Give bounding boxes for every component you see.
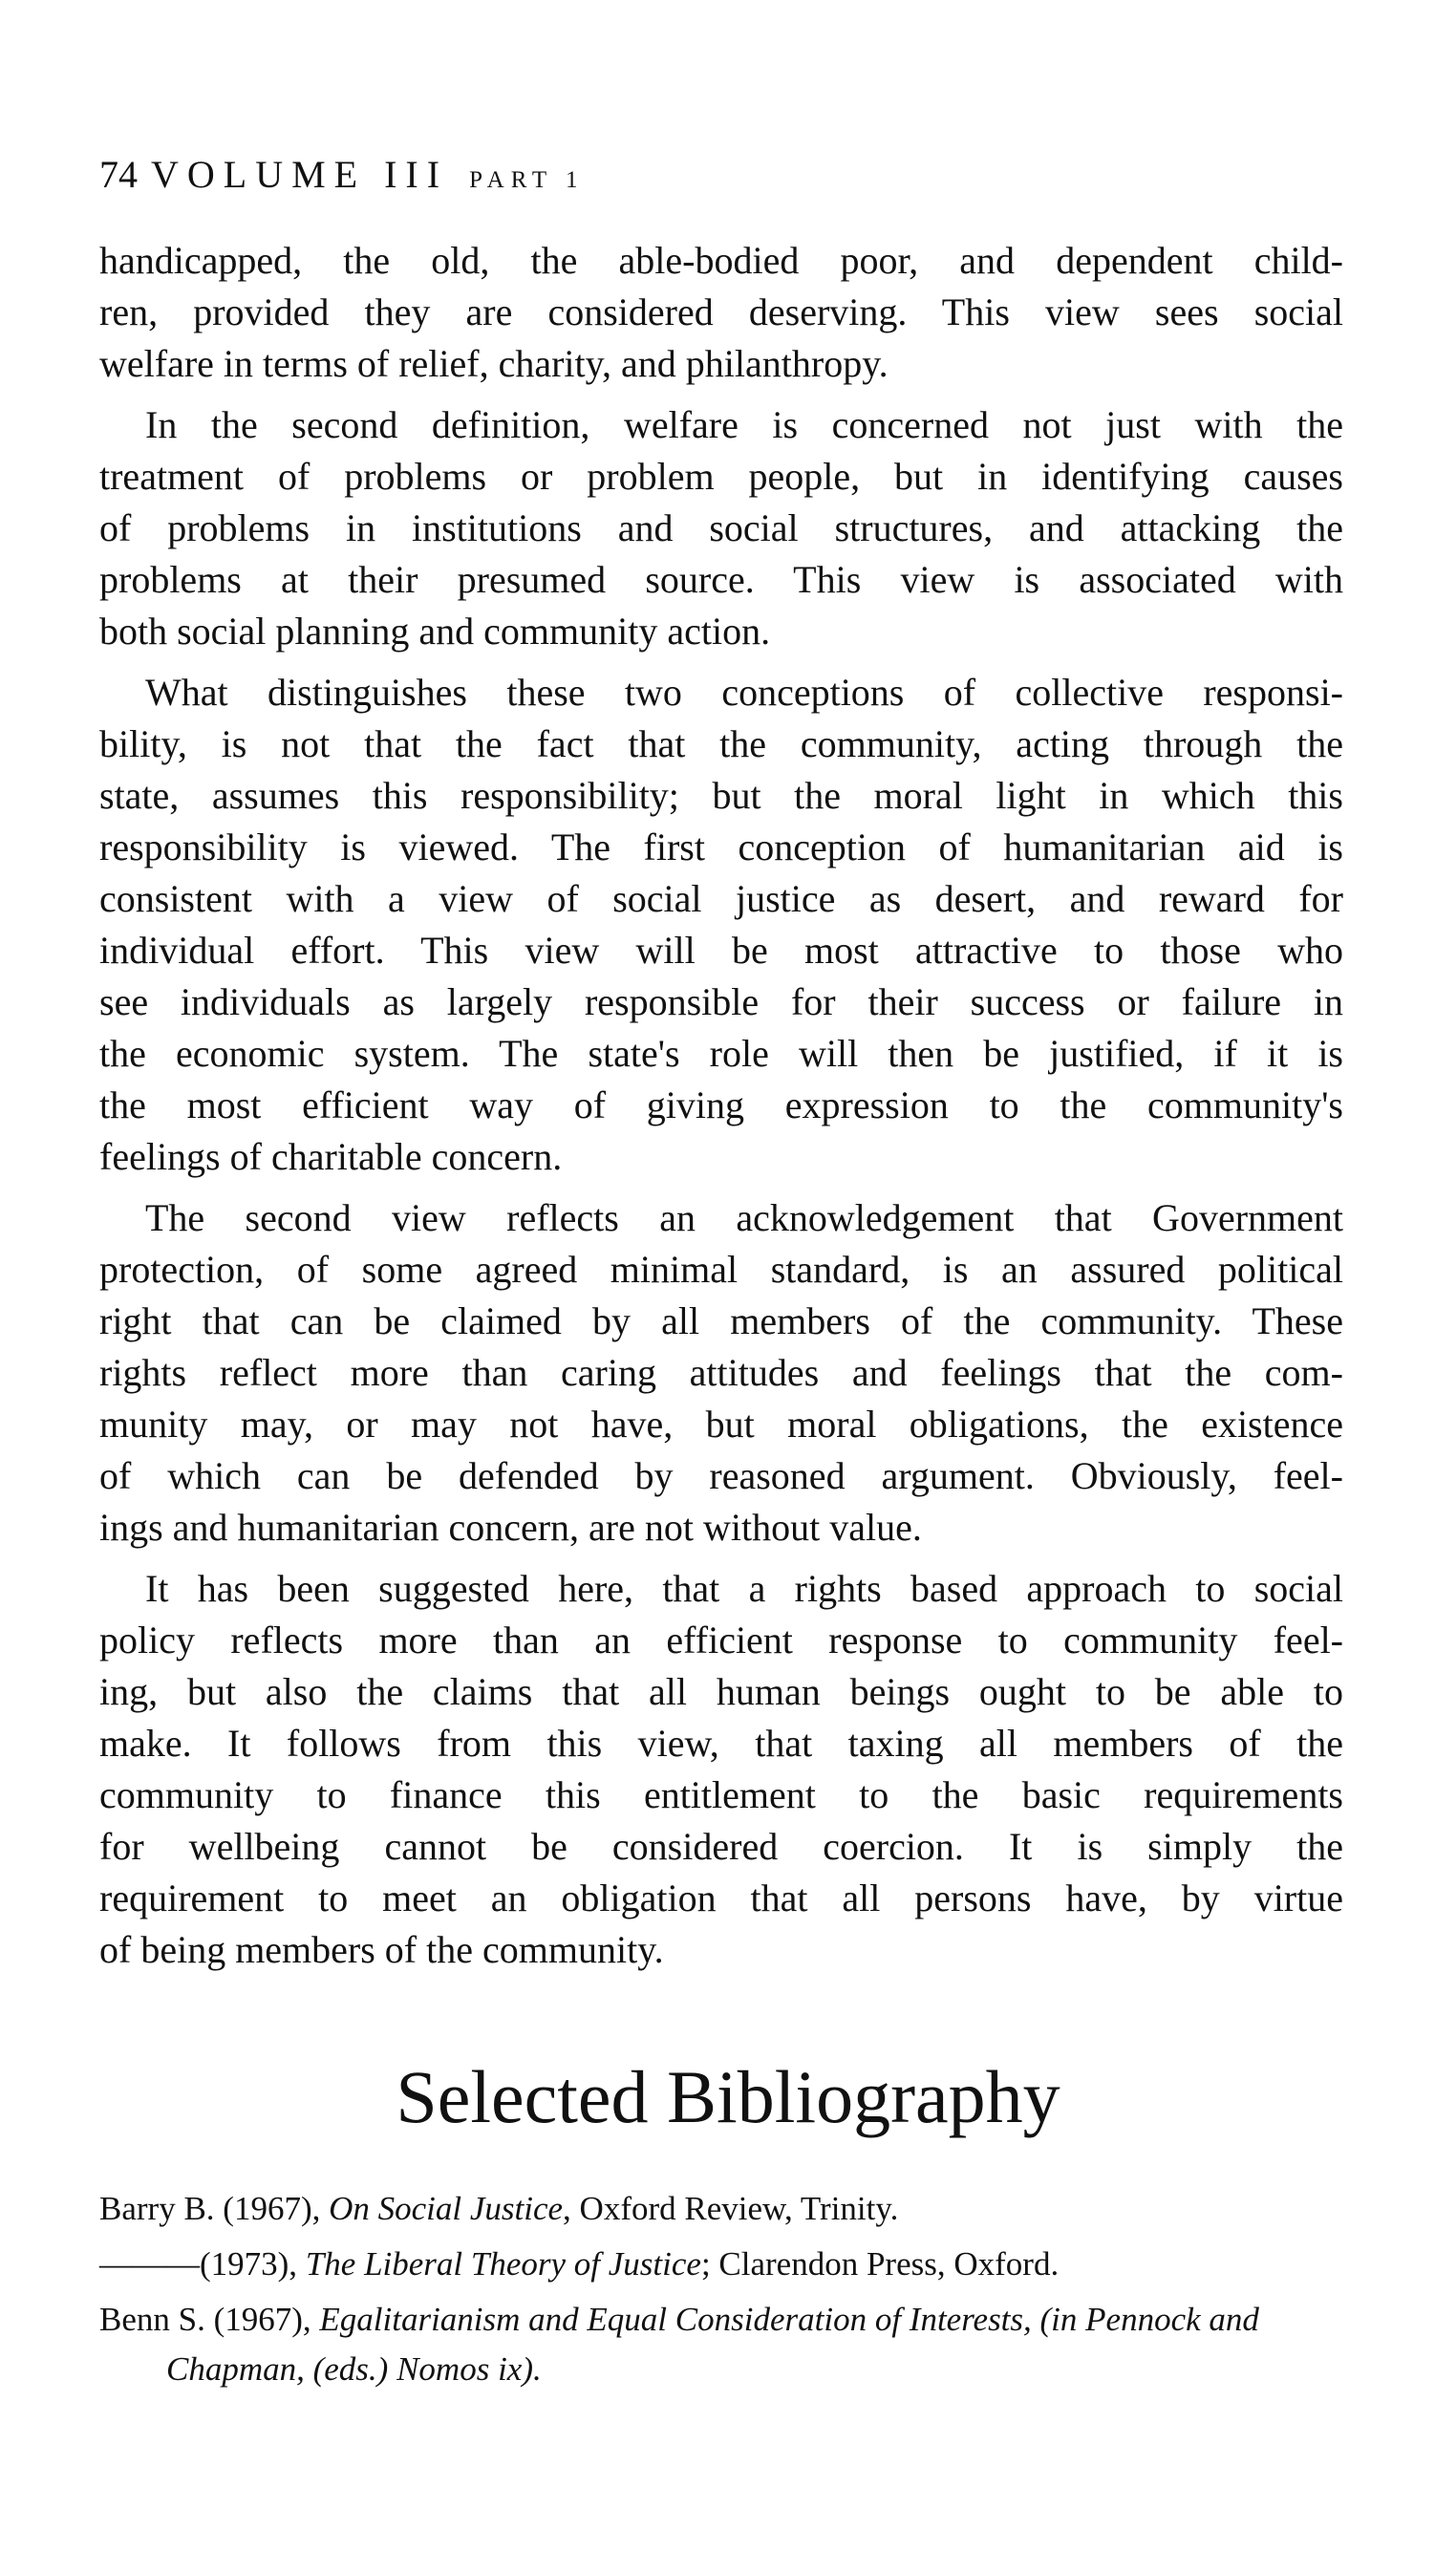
- paragraph: [99, 1563, 1343, 1976]
- text-line: What distinguishes these two conceptions of collective responsi-: [145, 671, 1343, 714]
- text-line: community to finance this entitlement to the basic requirements: [99, 1773, 1343, 1816]
- running-header: [99, 151, 584, 204]
- body-text: [99, 235, 1343, 1985]
- paragraph: [99, 667, 1343, 1183]
- text-line: ings and humanitarian concern, are not without value.: [99, 1506, 922, 1549]
- volume-label: VOLUME III: [151, 153, 449, 196]
- bibliography-heading: Selected Bibliography: [396, 2055, 1060, 2138]
- text-line: the economic system. The state's role will then be justified, if it is: [99, 1032, 1343, 1075]
- text-line: problems at their presumed source. This view is associated with: [99, 558, 1343, 601]
- text-line: protection, of some agreed minimal standard, is an assured political: [99, 1248, 1343, 1291]
- text-line: the most efficient way of giving expression to the community's: [99, 1083, 1343, 1126]
- text-line: of being members of the community.: [99, 1928, 664, 1971]
- bibliography-entry: [99, 2295, 1351, 2394]
- bibliography-list: [99, 2184, 1351, 2400]
- text-line: for wellbeing cannot be considered coercion. It is simply the: [99, 1825, 1343, 1868]
- text-line: see individuals as largely responsible for their success or failure in: [99, 980, 1343, 1023]
- bibliography-entry: [99, 2184, 1351, 2234]
- entry-author: Barry B. (1967),: [99, 2190, 330, 2227]
- entry-title: On Social Justice: [329, 2190, 564, 2227]
- text-line: right that can be claimed by all members of the community. These: [99, 1299, 1343, 1342]
- text-line: policy reflects more than an efficient response to community feel-: [99, 1619, 1343, 1662]
- text-line: of which can be defended by reasoned argument. Obviously, feel-: [99, 1454, 1343, 1497]
- paragraph: [99, 399, 1343, 657]
- text-line: ing, but also the claims that all human beings ought to be able to: [99, 1670, 1343, 1713]
- text-line: The second view reflects an acknowledgement that Government: [145, 1196, 1343, 1239]
- text-line: make. It follows from this view, that taxing all members of the: [99, 1722, 1343, 1765]
- paragraph: [99, 1192, 1343, 1554]
- text-line: state, assumes this responsibility; but the moral light in which this: [99, 774, 1343, 817]
- bibliography-entry: [99, 2240, 1351, 2289]
- entry-title: Egalitarianism and Equal Consideration of Interests, (in Pennock and Chapman, (eds.) Nomos ix).: [166, 2301, 1259, 2388]
- text-line: individual effort. This view will be most attractive to those who: [99, 929, 1343, 972]
- entry-publisher: ; Clarendon Press, Oxford.: [700, 2245, 1060, 2283]
- text-line: ren, provided they are considered deserving. This view sees social: [99, 290, 1343, 333]
- text-line: requirement to meet an obligation that all persons have, by virtue: [99, 1876, 1343, 1919]
- entry-title: The Liberal Theory of Justice: [305, 2245, 701, 2283]
- text-line: consistent with a view of social justice as desert, and reward for: [99, 877, 1343, 920]
- part-label: PART 1: [469, 167, 585, 193]
- text-line: treatment of problems or problem people, but in identifying causes: [99, 455, 1343, 498]
- entry-author: Benn S. (1967),: [99, 2301, 320, 2338]
- text-line: bility, is not that the fact that the community, acting through the: [99, 722, 1343, 765]
- text-line: handicapped, the old, the able-bodied poor, and dependent child-: [99, 239, 1343, 282]
- text-line: responsibility is viewed. The first conception of humanitarian aid is: [99, 826, 1343, 868]
- text-line: rights reflect more than caring attitudes and feelings that the com-: [99, 1351, 1343, 1394]
- text-line: It has been suggested here, that a rights based approach to social: [145, 1567, 1343, 1610]
- text-line: of problems in institutions and social structures, and attacking the: [99, 506, 1343, 549]
- text-line: In the second definition, welfare is concerned not just with the: [145, 403, 1343, 446]
- text-line: both social planning and community action.: [99, 610, 771, 653]
- entry-author: ———(1973),: [99, 2245, 306, 2283]
- paragraph: [99, 235, 1343, 390]
- text-line: welfare in terms of relief, charity, and philanthropy.: [99, 342, 889, 385]
- text-line: munity may, or may not have, but moral obligations, the existence: [99, 1403, 1343, 1446]
- page-number: 74: [99, 153, 138, 196]
- text-line: feelings of charitable concern.: [99, 1135, 563, 1178]
- entry-publisher: , Oxford Review, Trinity.: [563, 2190, 899, 2227]
